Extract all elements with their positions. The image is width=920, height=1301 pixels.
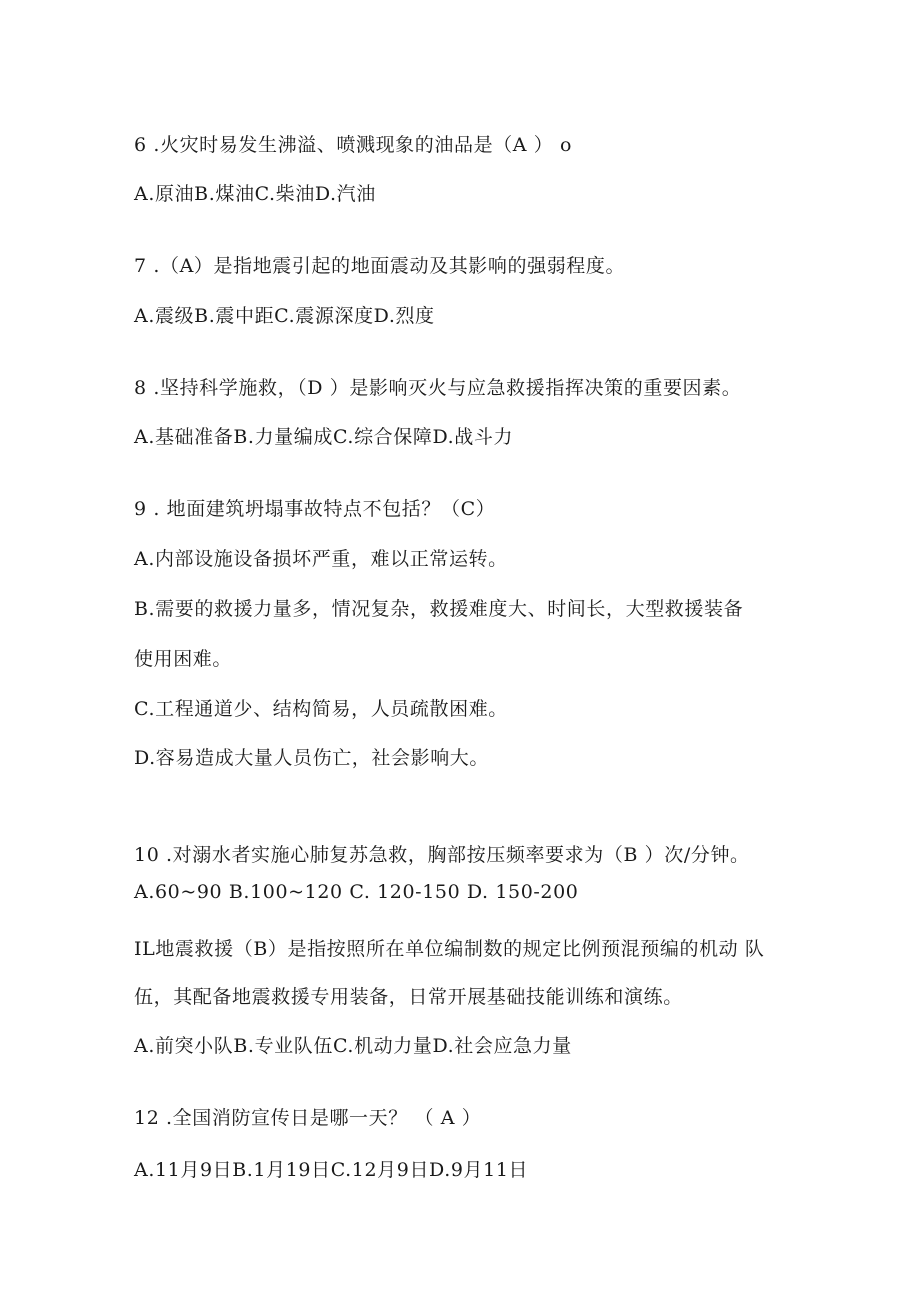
- question-12: 12 .全国消防宣传日是哪一天？ （ A ）: [134, 1107, 482, 1129]
- question-8-options: A.基础准备B.力量编成C.综合保障D.战斗力: [134, 426, 514, 448]
- question-7: 7 .（A）是指地震引起的地面震动及其影响的强弱程度。: [134, 255, 626, 277]
- question-7-options: A.震级B.震中距C.震源深度D.烈度: [134, 305, 435, 327]
- question-11: IL地震救援（B）是指按照所在单位编制数的规定比例预混预编的机动 队: [134, 938, 765, 960]
- question-9-option-c: C.工程通道少、结构简易，人员疏散困难。: [134, 698, 508, 720]
- question-9-option-a: A.内部设施设备损坏严重，难以正常运转。: [134, 548, 508, 570]
- question-8: 8 .坚持科学施救，（D ）是影响灭火与应急救援指挥决策的重要因素。: [134, 377, 742, 399]
- question-9-option-b: B.需要的救援力量多，情况复杂，救援难度大、时间长，大型救援装备: [134, 598, 744, 620]
- question-10: 10 .对溺水者实施心肺复苏急救，胸部按压频率要求为（B ）次/分钟。: [134, 844, 750, 866]
- question-9-option-b-cont: 使用困难。: [134, 648, 233, 670]
- question-11-options: A.前突小队B.专业队伍C.机动力量D.社会应急力量: [134, 1035, 572, 1057]
- question-10-options: A.60~90 B.100~120 C. 120-150 D. 150-200: [134, 881, 579, 903]
- question-6: 6 .火灾时易发生沸溢、喷溅现象的油品是（A ） o: [134, 134, 573, 156]
- question-6-options: A.原油B.煤油C.柴油D.汽油: [134, 183, 376, 205]
- question-9: 9 . 地面建筑坍塌事故特点不包括？（C）: [134, 498, 496, 520]
- question-9-option-d: D.容易造成大量人员伤亡，社会影响大。: [134, 747, 489, 769]
- question-12-options: A.11月9日B.1月19日C.12月9日D.9月11日: [134, 1159, 529, 1181]
- question-11-cont: 伍，其配备地震救援专用装备，日常开展基础技能训练和演练。: [134, 986, 683, 1008]
